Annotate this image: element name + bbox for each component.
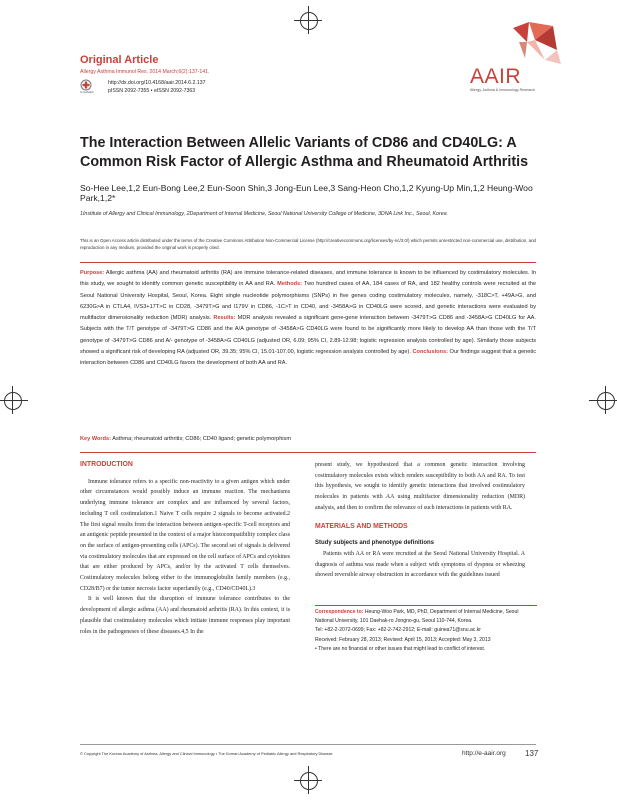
correspondence-address: Heung-Woo Park, MD, PhD, Department of Internal Medicine, Seoul National University, 101 Daehak-ro Jongno-gu, Seoul 110-744, Korea. [315, 609, 519, 625]
abstract-methods-label: Methods: [277, 281, 303, 288]
correspondence-rule [315, 605, 537, 606]
left-column [80, 460, 290, 637]
abstract-purpose: Allergic asthma (AA) and rheumatoid arthritis (RA) are immune tolerance-related diseases, and immune tolerance is known to be influenced by costimulatory molecules. In this study, we sought to identify common genetic susceptibility in AA and RA. [80, 270, 536, 288]
article-type: Original Article [80, 54, 159, 66]
correspondence-label: Correspondence to: [315, 609, 364, 615]
correspondence-box [315, 608, 537, 654]
doi-block [108, 79, 206, 95]
section-heading-introduction: INTRODUCTION [80, 461, 133, 468]
intro-paragraph-1: Immune tolerance refers to a specific non-reactivity to a given antigen which under other circumstances would possibly induce an immune reaction. The mechanisms underlying immune tolerance are complex and are influenced by several factors, including T cell costimulation.1 Naive T cells require 2 signals to become activated.2 The first signal results from the interaction between antigen-specific T-cell receptors and an antigenic peptide presented in the context of a major histocompatibility complex class on the surface of antigen-presenting cells (APCs). The second set of signals is delivered via costimulatory molecules that are expressed on the cell surface of APCs and cytokines that are either produced by APCs, and/or by the activated T cells themselves. Costimulatory molecules belong either to the immunoglobulin family members (e.g., CD28/B7) or the tumor necrosis factor superfamily (e.g., CD40/CD40L).3 [80, 478, 290, 592]
journal-citation: Allergy Asthma Immunol Res. 2014 March;6(2):137-141. [80, 69, 210, 75]
aair-logo-mark-icon [505, 20, 563, 66]
abstract-conclusions: Our findings suggest that a genetic interaction between CD86 and CD40LG favors the development of both AA and RA. [80, 349, 536, 367]
abstract-results-label: Results: [213, 315, 236, 322]
intro-paragraph-3: present study, we hypothesized that a common genetic interaction involving costimulatory molecules exists which renders susceptibility to both AA and RA. To test this hypothesis, we sought to identify genetic interactions that involved costimulatory molecules in patients with AA using multifactor dimensionality reduction (MDR) analysis, and then to confirm the relevance of such interactions in patients with RA. [315, 462, 525, 511]
crop-mark-right [597, 392, 615, 410]
intro-paragraph-2: It is well known that the disruption of immune tolerance contributes to the development of allergic asthma (AA) and rheumatoid arthritis (RA). In this context, it is plausible that costimulatory molecules which initiate immune responses play important roles in the pathogeneses of these diseases.4,5 In the [80, 596, 290, 635]
footer-rule [80, 744, 536, 745]
author-list: So-Hee Lee,1,2 Eun-Bong Lee,2 Eun-Soon Shin,3 Jong-Eun Lee,3 Sang-Heon Cho,1,2 Kyung-Up Min,1,2 Heung-Woo Park,1,2* [80, 183, 533, 203]
affiliations: 1Institute of Allergy and Clinical Immunology, 2Department of Internal Medicine, Seoul National University College of Medicine, 3DNA Link Inc., Seoul, Korea [80, 211, 447, 217]
crop-line [12, 386, 13, 414]
section-heading-methods: MATERIALS AND METHODS [315, 522, 408, 530]
crop-line [308, 6, 309, 34]
keywords [80, 436, 536, 442]
abstract [80, 268, 536, 370]
subsection-heading: Study subjects and phenotype definitions [315, 540, 435, 547]
correspondence-contact: Tel: +82-2-2072-0699; Fax: +82-2-742-2912; E-mail: guinea71@snu.ac.kr [315, 627, 482, 634]
footer-copyright: © Copyright The Korean Academy of Asthma, Allergy and Clinical Immunology • The Korean Academy of Pediatric Allergy and Respiratory Disease [80, 751, 333, 756]
crop-mark-top [300, 12, 318, 30]
journal-logo-text: AAIR [470, 65, 522, 88]
crossmark-logo[interactable] [80, 79, 104, 94]
abstract-methods: Two hundred cases of AA, 184 cases of RA, and 182 healthy controls were recruited at the Seoul National University Hospital, Seoul, Korea. Eight single nucleotide polymorphisms (SNPs) in five genes coding costimulatory molecules, namely, -318C>T, +49A>G, and 6230G>A in CTLA4, IVS3+17T>C in CD28, -3479T>G and I179V in CD86, -1C>T in CD40, and -3458A>G in CD40LG were scored, and genetic interactions were evaluated by multifactor dimensionality reduction (MDR) analysis. [80, 281, 537, 322]
keywords-label: Key Words: [80, 436, 111, 442]
correspondence-dates: Received: February 28, 2013; Revised: April 15, 2013; Accepted: May 3, 2013 [315, 636, 491, 643]
crop-mark-left [4, 392, 22, 410]
crop-line [589, 400, 617, 401]
abstract-bottom-rule [80, 452, 536, 453]
license-statement: This is an Open Access article distributed under the terms of the Creative Commons Attribution Non-Commercial License (http://creativecommons.org/licenses/by-nc/3.0/) which permits unrestricted non-commercial use, distribution, and reproduction in any medium, provided the original work is properly cited. [80, 238, 536, 251]
crossmark-label: CrossMark [80, 90, 94, 94]
footer-url-link[interactable]: http://e-aair.org [462, 750, 506, 757]
abstract-top-rule [80, 262, 536, 263]
abstract-results: MDR analysis revealed a significant gene-gene interaction between -3479T>G CD86 and -3458A>G CD40LG for AA. Subjects with the T/T genotype of -3479T>G CD86 and the A/A genotype of -3458A>G CD40LG were found to be significantly more likely to develop AA than those with the T/T genotype of -3479T>G CD86 and A/- genotype of -3458A>G CD40LG (adjusted OR, 6.09; 95% CI, 2.89-12.98; logistic regression analysis controlled by age). Similarly those subjects showed a significant risk of developing RA (adjusted OR, 39.35; 95% CI, 15.01-107.00, logistic regression analysis controlled by age). [80, 315, 536, 356]
crop-line [605, 386, 606, 414]
abstract-conclusions-label: Conclusions: [412, 349, 448, 356]
crop-mark-bottom [300, 772, 318, 790]
page-number: 137 [525, 749, 539, 758]
doi-link[interactable]: http://dx.doi.org/10.4168/aair.2014.6.2.137 [108, 80, 206, 86]
crop-line [308, 766, 309, 794]
article-title: The Interaction Between Allelic Variants of CD86 and CD40LG: A Common Risk Factor of Allergic Asthma and Rheumatoid Arthritis [80, 135, 529, 170]
issn: pISSN 2092-7355 • eISSN 2092-7363 [108, 88, 196, 95]
keywords-text: Asthma; rheumatoid arthritis; CD86; CD40 ligand; genetic polymorphism [112, 436, 292, 442]
conflict-statement: • There are no financial or other issues that might lead to conflict of interest. [315, 645, 486, 652]
crop-line [0, 400, 28, 401]
right-column [315, 460, 525, 581]
abstract-purpose-label: Purpose: [80, 270, 105, 276]
methods-paragraph-1: Patients with AA or RA were recruited at the Seoul National University Hospital. A diagnosis of asthma was made when a subject with symptoms of dyspnea or wheezing showed reversible airway obstruction in accordance with the guidelines issued [315, 550, 525, 579]
journal-logo-subtitle: Allergy, Asthma & Immunology Research [470, 88, 536, 92]
